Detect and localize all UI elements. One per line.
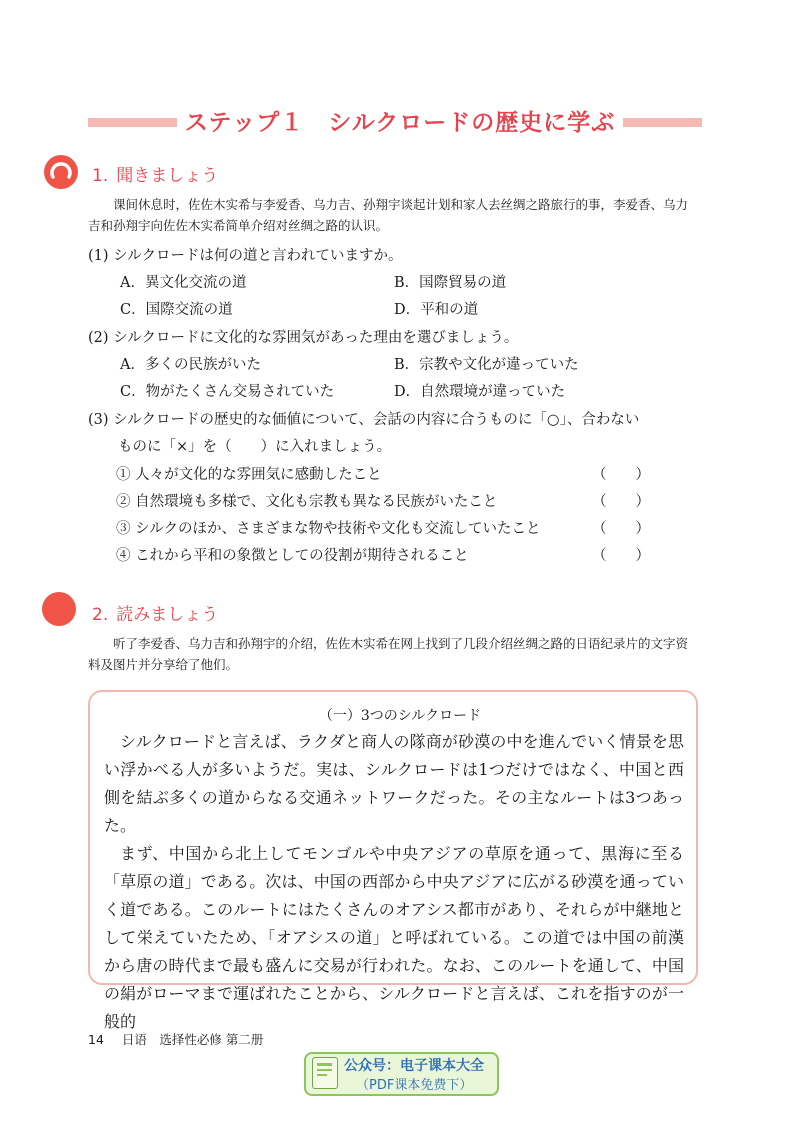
section2-heading: 2. 読みましょう <box>92 605 219 625</box>
q1-option-c: C．国際交流の道 <box>120 302 233 318</box>
listening-icon <box>44 155 78 189</box>
q1-option-a: A．異文化交流の道 <box>120 275 247 291</box>
book-title: 日语 选择性必修 第二册 <box>121 1032 264 1047</box>
page-footer <box>88 1030 263 1048</box>
q3-answer-1[interactable]: （ ） <box>592 467 650 483</box>
reading-paragraph-1: シルクロードと言えば、ラクダと商人の隊商が砂漠の中を進んでいく情景を思い浮かべる人が多いようだ。実は、シルクロードは1つだけではなく、中国と西側を結ぶ多くの道からなる交通ネットワークだった。その主なルートは3つあった。 <box>104 732 684 835</box>
reading-title: （一）3つのシルクロード <box>318 708 482 724</box>
question-3: (3) シルクロードの歴史的な価値について、会話の内容に合うものに「○」、合わない <box>88 412 640 428</box>
question-2: (2) シルクロードに文化的な雰囲気があった理由を選びましょう。 <box>88 330 519 346</box>
question-3-cont: ものに「×」を（ ）に入れましょう。 <box>118 439 392 455</box>
q3-item-1: ① 人々が文化的な雰囲気に感動したこと <box>116 467 382 483</box>
watermark-line-1: 公众号：电子课本大全 <box>344 1058 484 1074</box>
q3-item-3: ③ シルクのほか、さまざまな物や技術や文化も交流していたこと <box>116 521 541 537</box>
q3-item-4: ④ これから平和の象徴としての役割が期待されること <box>116 548 469 564</box>
q1-option-d: D．平和の道 <box>394 302 479 318</box>
reading-paragraph-2: まず、中国から北上してモンゴルや中央アジアの草原を通って、黒海に至る「草原の道」である。次は、中国の西部から中央アジアに広がる砂漠を通っていく道である。このルートにはたくさんのオアシス都市があり、それらが中継地として栄えていたため、「オアシスの道」と呼ばれている。この道では中国の前漢から唐の時代まで最も盛んに交易が行われた。なお、このルートを通して、中国の絹がローマまで運ばれたことから、シルクロードと言えば、これを指すのが一般的 <box>104 844 684 1031</box>
book-icon <box>312 1057 338 1089</box>
page-number: 14 <box>88 1032 104 1047</box>
reading-icon <box>42 592 76 626</box>
section1-heading: 1. 聞きましょう <box>92 166 219 186</box>
q2-option-b: B．宗教や文化が違っていた <box>394 357 579 373</box>
section1-intro: 课间休息时，佐佐木实希与李爱香、乌力吉、孙翔宇谈起计划和家人去丝绸之路旅行的事，李爱香、乌力吉和孙翔宇向佐佐木实希简单介绍对丝绸之路的认识。 <box>88 197 689 233</box>
q2-option-c: C．物がたくさん交易されていた <box>120 384 335 400</box>
q3-answer-3[interactable]: （ ） <box>592 521 650 537</box>
q1-option-b: B．国際貿易の道 <box>394 275 507 291</box>
q2-option-a: A．多くの民族がいた <box>120 357 261 373</box>
q3-answer-2[interactable]: （ ） <box>592 494 650 510</box>
question-1: (1) シルクロードは何の道と言われていますか。 <box>88 248 403 264</box>
q2-option-d: D．自然環境が違っていた <box>394 384 566 400</box>
q3-item-2: ② 自然環境も多様で、文化も宗教も異なる民族がいたこと <box>116 494 498 510</box>
page-title: ステップ１ シルクロードの歴史に学ぶ <box>0 104 800 137</box>
section2-intro: 听了李爱香、乌力吉和孙翔宇的介绍，佐佐木实希在网上找到了几段介绍丝绸之路的日语纪录片的文字资料及图片并分享给了他们。 <box>88 636 689 672</box>
reading-text <box>104 728 684 1036</box>
watermark-line-2: （PDF课本免费下） <box>356 1078 473 1093</box>
q3-answer-4[interactable]: （ ） <box>592 548 650 564</box>
